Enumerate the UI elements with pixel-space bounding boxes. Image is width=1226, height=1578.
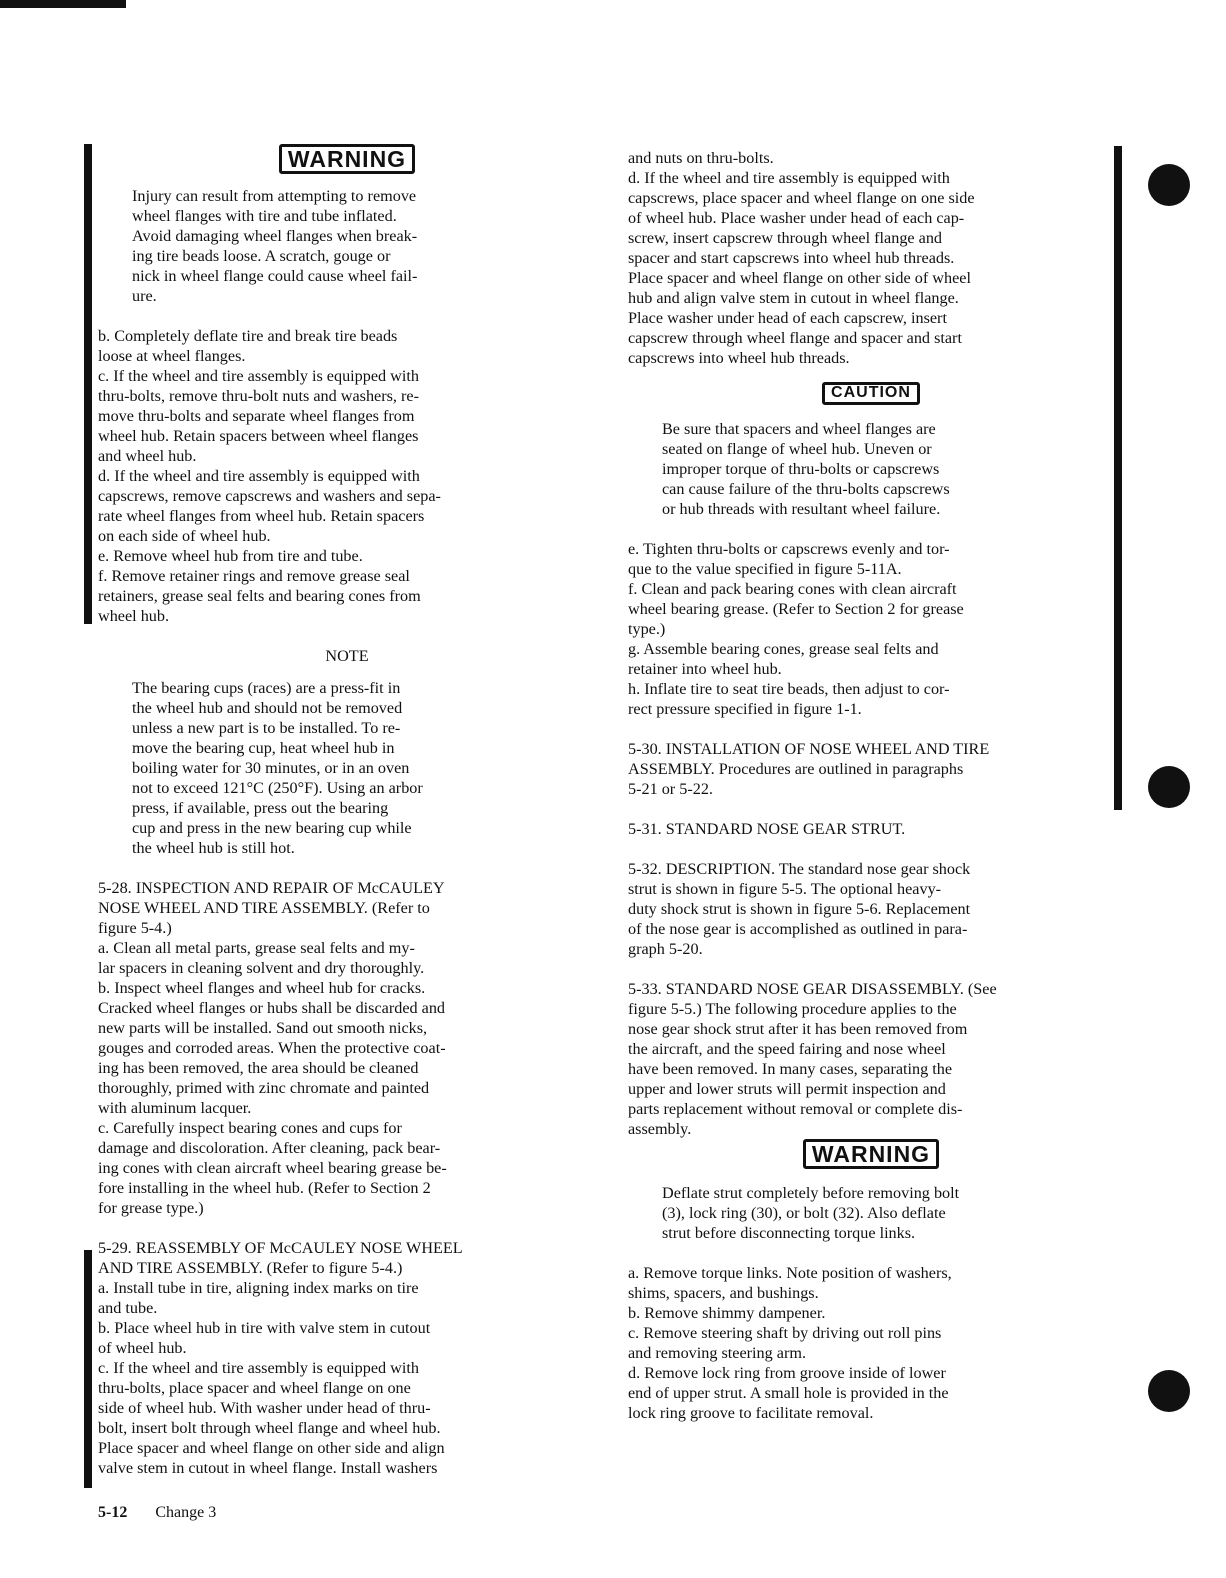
text-line: and removing steering arm.	[628, 1343, 807, 1362]
page-number: 5-12	[98, 1504, 128, 1521]
note-heading: NOTE	[325, 647, 369, 666]
warning-text-1	[98, 186, 596, 306]
text-line: e. Tighten thru-bolts or capscrews evenly and tor-	[628, 539, 950, 558]
section-heading: 5-33. STANDARD NOSE GEAR DISASSEMBLY. (See	[628, 979, 997, 998]
text-line: capscrew through wheel flange and spacer and start	[628, 329, 962, 347]
top-edge-bar	[0, 0, 126, 8]
section-5-29	[98, 1238, 596, 1478]
section-heading: 5-31. STANDARD NOSE GEAR STRUT.	[628, 819, 906, 838]
text-line: rect pressure specified in figure 1-1.	[628, 699, 862, 718]
text-line: spacer and start capscrews into wheel hub threads.	[628, 249, 955, 267]
text-line: retainer into wheel hub.	[628, 659, 782, 678]
text-line: AND TIRE ASSEMBLY. (Refer to figure 5-4.)	[98, 1259, 403, 1278]
text-line: e. Remove wheel hub from tire and tube.	[98, 547, 363, 566]
text-line: Cracked wheel flanges or hubs shall be discarded and	[98, 999, 446, 1018]
text-line: c. If the wheel and tire assembly is equipped with	[98, 367, 419, 386]
text-line: and tube.	[98, 1299, 158, 1318]
text-line: ing tire beads loose. A scratch, gouge or	[132, 247, 391, 266]
text-line: assembly.	[628, 1119, 692, 1138]
text-line: on each side of wheel hub.	[98, 527, 271, 546]
warning-label: WARNING	[279, 144, 415, 174]
left-column	[98, 140, 596, 1478]
text-line: of wheel hub.	[98, 1339, 187, 1358]
text-line: wheel hub.	[98, 607, 170, 626]
text-line: can cause failure of the thru-bolts capscrews	[662, 479, 950, 498]
text-line: a. Remove torque links. Note position of washers,	[628, 1263, 952, 1282]
binder-hole-top	[1148, 164, 1190, 206]
text-line: with aluminum lacquer.	[98, 1099, 252, 1118]
section-heading: 5-28. INSPECTION AND REPAIR OF McCAULEY	[98, 879, 445, 898]
text-line: capscrews into wheel hub threads.	[628, 349, 850, 367]
text-line: and wheel hub.	[98, 447, 197, 466]
text-line: thru-bolts, place spacer and wheel flange on one	[98, 1379, 411, 1398]
text-line: the wheel hub and should not be removed	[132, 699, 403, 718]
text-line: b. Completely deflate tire and break tire beads	[98, 327, 398, 346]
text-line: f. Clean and pack bearing cones with clean aircraft	[628, 579, 957, 598]
section-5-29-continued	[628, 148, 1114, 368]
text-line: or hub threads with resultant wheel failure.	[662, 499, 941, 518]
text-line: lar spacers in cleaning solvent and dry thoroughly.	[98, 959, 425, 978]
text-line: a. Clean all metal parts, grease seal felts and my-	[98, 939, 415, 958]
text-line: d. Remove lock ring from groove inside of lower	[628, 1363, 946, 1382]
text-line: improper torque of thru-bolts or capscrews	[662, 459, 940, 478]
binder-hole-middle	[1148, 766, 1190, 808]
text-line: new parts will be installed. Sand out smooth nicks,	[98, 1019, 428, 1038]
text-line: d. If the wheel and tire assembly is equipped with	[98, 467, 420, 486]
text-line: Place spacer and wheel flange on other side of wheel	[628, 269, 971, 287]
text-line: c. If the wheel and tire assembly is equipped with	[98, 1359, 419, 1378]
text-line: screw, insert capscrew through wheel flange and	[628, 229, 943, 247]
text-line: The bearing cups (races) are a press-fit in	[132, 679, 401, 698]
text-line: boiling water for 30 minutes, or in an oven	[132, 759, 410, 778]
section-heading: 5-32. DESCRIPTION. The standard nose gear shock	[628, 859, 971, 878]
binder-hole-bottom	[1148, 1370, 1190, 1412]
right-column	[628, 148, 1114, 1423]
change-bar-right	[1114, 146, 1122, 810]
text-line: unless a new part is to be installed. To re-	[132, 719, 401, 738]
text-line: of wheel hub. Place washer under head of each cap-	[628, 209, 965, 227]
text-line: wheel flanges with tire and tube inflated.	[132, 207, 397, 226]
text-line: nick in wheel flange could cause wheel fail-	[132, 267, 418, 286]
text-line: the aircraft, and the speed fairing and nose wheel	[628, 1039, 946, 1058]
text-line: lock ring groove to facilitate removal.	[628, 1403, 874, 1422]
section-heading: 5-29. REASSEMBLY OF McCAULEY NOSE WHEEL	[98, 1239, 463, 1258]
warning-banner-2	[628, 1139, 1114, 1169]
warning-label: WARNING	[803, 1139, 939, 1169]
text-line: seated on flange of wheel hub. Uneven or	[662, 439, 932, 458]
text-line: c. Remove steering shaft by driving out roll pins	[628, 1323, 942, 1342]
section-5-32	[628, 859, 1114, 959]
text-line: type.)	[628, 619, 666, 638]
text-line: the wheel hub is still hot.	[132, 839, 295, 858]
text-line: graph 5-20.	[628, 939, 703, 958]
text-line: upper and lower struts will permit inspection and	[628, 1079, 946, 1098]
caution-text	[628, 419, 1114, 519]
text-line: move thru-bolts and separate wheel flanges from	[98, 407, 415, 426]
text-line: damage and discoloration. After cleaning, pack bear-	[98, 1139, 441, 1158]
text-line: b. Place wheel hub in tire with valve stem in cutout	[98, 1319, 431, 1338]
note-text	[98, 678, 596, 858]
text-line: a. Install tube in tire, aligning index marks on tire	[98, 1279, 419, 1298]
section-5-28	[98, 878, 596, 1218]
caution-label: CAUTION	[822, 382, 920, 405]
section-heading: 5-30. INSTALLATION OF NOSE WHEEL AND TIRE	[628, 739, 990, 758]
text-line: wheel bearing grease. (Refer to Section 2 for grease	[628, 599, 964, 618]
strut-disassembly-steps	[628, 1263, 1114, 1423]
text-line: strut is shown in figure 5-5. The optional heavy-	[628, 879, 942, 898]
text-line: for grease type.)	[98, 1199, 204, 1218]
text-line: valve stem in cutout in wheel flange. Install washers	[98, 1459, 438, 1478]
text-line: press, if available, press out the bearing	[132, 799, 389, 818]
text-line: ure.	[132, 287, 157, 306]
text-line: and nuts on thru-bolts.	[628, 149, 774, 167]
text-line: side of wheel hub. With washer under head of thru-	[98, 1399, 431, 1418]
text-line: loose at wheel flanges.	[98, 347, 246, 366]
section-5-33	[628, 979, 1114, 1139]
page-footer	[98, 1504, 240, 1522]
change-bar-left-upper	[84, 144, 92, 624]
text-line: nose gear shock strut after it has been removed from	[628, 1019, 968, 1038]
text-line: Be sure that spacers and wheel flanges are	[662, 419, 936, 438]
text-line: Avoid damaging wheel flanges when break-	[132, 227, 418, 246]
text-line: fore installing in the wheel hub. (Refer to Section 2	[98, 1179, 431, 1198]
text-line: (3), lock ring (30), or bolt (32). Also deflate	[662, 1203, 946, 1222]
text-line: d. If the wheel and tire assembly is equipped with	[628, 169, 950, 187]
text-line: move the bearing cup, heat wheel hub in	[132, 739, 395, 758]
text-line: have been removed. In many cases, separating the	[628, 1059, 953, 1078]
text-line: thru-bolts, remove thru-bolt nuts and washers, re-	[98, 387, 419, 406]
warning-banner-1	[98, 144, 596, 174]
text-line: 5-21 or 5-22.	[628, 779, 713, 798]
section-5-31	[628, 819, 1114, 839]
text-line: b. Remove shimmy dampener.	[628, 1303, 826, 1322]
text-line: Injury can result from attempting to remove	[132, 187, 417, 206]
text-line: thoroughly, primed with zinc chromate and painted	[98, 1079, 430, 1098]
text-line: wheel hub. Retain spacers between wheel flanges	[98, 427, 419, 446]
text-line: ing has been removed, the area should be cleaned	[98, 1059, 419, 1078]
text-line: h. Inflate tire to seat tire beads, then adjust to cor-	[628, 679, 950, 698]
text-line: capscrews, place spacer and wheel flange on one side	[628, 189, 975, 207]
text-line: que to the value specified in figure 5-11A.	[628, 559, 902, 578]
section-5-30	[628, 739, 1114, 799]
text-line: ing cones with clean aircraft wheel bearing grease be-	[98, 1159, 447, 1178]
text-line: not to exceed 121°C (250°F). Using an arbor	[132, 779, 423, 798]
text-line: c. Carefully inspect bearing cones and cups for	[98, 1119, 402, 1138]
text-line: figure 5-5.) The following procedure applies to the	[628, 999, 957, 1018]
reassembly-steps	[628, 539, 1114, 719]
text-line: strut before disconnecting torque links.	[662, 1223, 916, 1242]
text-line: bolt, insert bolt through wheel flange and wheel hub.	[98, 1419, 441, 1438]
text-line: Place spacer and wheel flange on other side and align	[98, 1439, 445, 1458]
change-bar-left-lower	[84, 1250, 92, 1488]
text-line: retainers, grease seal felts and bearing cones from	[98, 587, 421, 606]
text-line: rate wheel flanges from wheel hub. Retain spacers	[98, 507, 425, 526]
text-line: capscrews, remove capscrews and washers and sepa-	[98, 487, 441, 506]
text-line: duty shock strut is shown in figure 5-6. Replacement	[628, 899, 971, 918]
text-line: NOSE WHEEL AND TIRE ASSEMBLY. (Refer to	[98, 899, 430, 918]
text-line: f. Remove retainer rings and remove grease seal	[98, 567, 410, 586]
warning-text-2	[628, 1183, 1114, 1243]
text-line: b. Inspect wheel flanges and wheel hub for cracks.	[98, 979, 426, 998]
text-line: cup and press in the new bearing cup while	[132, 819, 412, 838]
text-line: end of upper strut. A small hole is provided in the	[628, 1383, 949, 1402]
text-line: figure 5-4.)	[98, 919, 172, 938]
text-line: shims, spacers, and bushings.	[628, 1283, 819, 1302]
text-line: of the nose gear is accomplished as outlined in para-	[628, 919, 968, 938]
text-line: Deflate strut completely before removing bolt	[662, 1183, 960, 1202]
text-line: hub and align valve stem in cutout in wheel flange.	[628, 289, 959, 307]
change-number: Change 3	[155, 1504, 217, 1521]
text-line: parts replacement without removal or complete dis-	[628, 1099, 963, 1118]
disassembly-steps	[98, 326, 596, 626]
text-line: gouges and corroded areas. When the protective coat-	[98, 1039, 446, 1058]
text-line: Place washer under head of each capscrew, insert	[628, 309, 947, 327]
caution-banner	[628, 382, 1114, 405]
text-line: g. Assemble bearing cones, grease seal felts and	[628, 639, 939, 658]
text-line: ASSEMBLY. Procedures are outlined in paragraphs	[628, 759, 964, 778]
